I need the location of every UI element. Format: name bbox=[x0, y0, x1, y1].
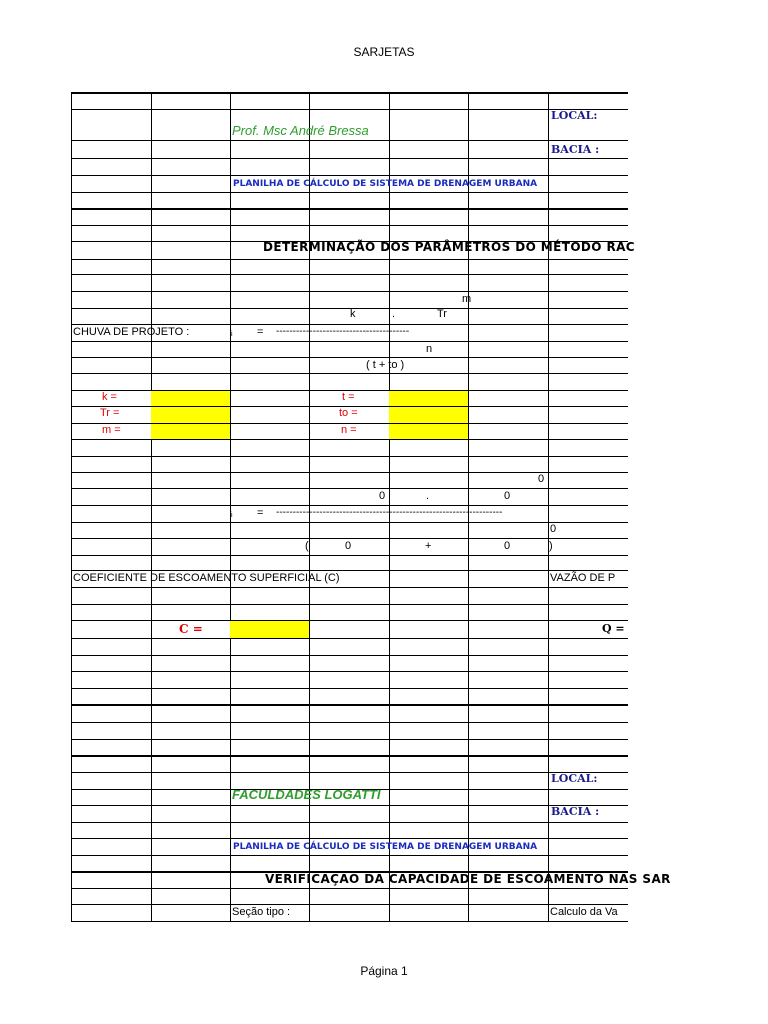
page-footer: Página 1 bbox=[360, 964, 408, 978]
formula-n: n bbox=[426, 343, 433, 355]
formula-equals: = bbox=[257, 326, 264, 338]
formula-i: i bbox=[231, 331, 233, 338]
to-input-cell[interactable] bbox=[389, 406, 468, 423]
section-title: DETERMINAÇÃO DOS PARÂMETROS DO MÉTODO RAC bbox=[263, 240, 636, 254]
computed-exponent: 0 bbox=[538, 473, 545, 485]
m-input-cell[interactable] bbox=[151, 423, 230, 439]
local-label: LOCAL: bbox=[551, 109, 598, 122]
author-name: Prof. Msc André Bressa bbox=[232, 123, 369, 138]
institution-name: FACULDADES LOGATTI bbox=[232, 787, 381, 802]
n-input-cell[interactable] bbox=[389, 423, 468, 439]
k-label: k = bbox=[102, 391, 117, 403]
computed-tr: 0 bbox=[504, 490, 511, 502]
tr-label: Tr = bbox=[100, 407, 120, 419]
calculo-label: Calculo da Va bbox=[550, 906, 618, 918]
computed-dot: . bbox=[426, 490, 430, 502]
n-label: n = bbox=[341, 424, 357, 436]
sheet-title-2: PLANILHA DE CÁLCULO DE SISTEMA DE DRENAGEM URBANA bbox=[233, 842, 538, 852]
computed-equals: = bbox=[257, 507, 264, 519]
computed-plus: + bbox=[425, 540, 432, 552]
sheet-title: PLANILHA DE CÁLCULO DE SISTEMA DE DRENAGEM URBANA bbox=[233, 179, 538, 189]
computed-n: 0 bbox=[550, 523, 557, 535]
formula-k: k bbox=[350, 308, 356, 320]
to-label: to = bbox=[339, 407, 358, 419]
page-header: SARJETAS bbox=[353, 45, 415, 59]
local-label-2: LOCAL: bbox=[551, 772, 598, 785]
t-input-cell[interactable] bbox=[389, 390, 468, 406]
bacia-label: BACIA : bbox=[551, 143, 600, 156]
computed-fraction-line: -------------------------------------------------------------------- bbox=[276, 507, 503, 518]
formula-m: m bbox=[462, 293, 472, 305]
formula-denominator: ( t + to ) bbox=[366, 359, 405, 371]
coef-escoamento-label: COEFICIENTE DE ESCOAMENTO SUPERFICIAL (C) bbox=[73, 572, 340, 584]
c-input-cell[interactable] bbox=[230, 620, 309, 638]
computed-paren-open: ( bbox=[305, 540, 309, 552]
bacia-label-2: BACIA : bbox=[551, 805, 600, 818]
spreadsheet-grid bbox=[71, 92, 671, 922]
vazao-label: VAZÃO DE P bbox=[550, 572, 616, 584]
computed-i: i bbox=[231, 512, 233, 519]
formula-dot: . bbox=[392, 308, 396, 320]
section-title-2: VERIFICAÇÃO DA CAPACIDADE DE ESCOAMENTO NAS SAR bbox=[265, 872, 671, 886]
formula-fraction-line: ---------------------------------------- bbox=[276, 326, 410, 337]
k-input-cell[interactable] bbox=[151, 390, 230, 406]
formula-tr: Tr bbox=[437, 308, 447, 320]
m-label: m = bbox=[102, 424, 121, 436]
tr-input-cell[interactable] bbox=[151, 406, 230, 423]
computed-paren-close: ) bbox=[549, 540, 553, 552]
q-label: Q = bbox=[602, 622, 625, 635]
computed-to: 0 bbox=[504, 540, 511, 552]
chuva-projeto-label: CHUVA DE PROJETO : bbox=[73, 326, 190, 338]
computed-k: 0 bbox=[379, 490, 386, 502]
t-label: t = bbox=[342, 391, 355, 403]
c-label: C = bbox=[179, 622, 203, 636]
secao-tipo-label: Seção tipo : bbox=[232, 906, 291, 918]
computed-t: 0 bbox=[345, 540, 352, 552]
